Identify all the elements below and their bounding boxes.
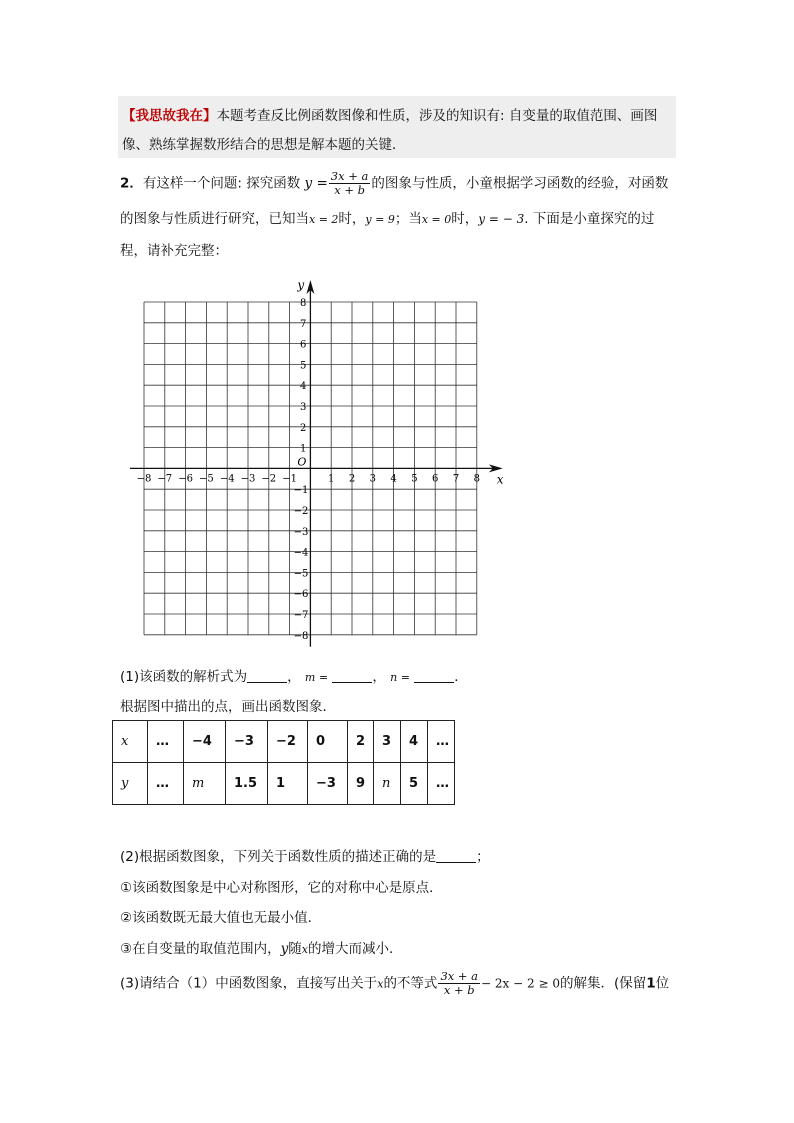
think-box-heading: 【我思故我在】 bbox=[122, 108, 217, 124]
table-cell: 5 bbox=[401, 763, 428, 805]
q2-option-2: ②该函数既无最大值也无最小值． bbox=[120, 910, 322, 926]
x-tick-label: 3 bbox=[369, 473, 376, 485]
y-tick-label: −7 bbox=[293, 610, 309, 621]
y-tick-label: 2 bbox=[300, 422, 307, 434]
q1-label: (1)该函数的解析式为 bbox=[120, 669, 248, 685]
y-tick-label: 7 bbox=[300, 318, 307, 330]
x-tick-label: −5 bbox=[199, 473, 214, 485]
q3-line bbox=[120, 970, 669, 997]
y-tick-label: 5 bbox=[300, 360, 307, 372]
q2-opt3-text: 随 bbox=[288, 941, 302, 957]
table-row-y bbox=[113, 763, 455, 805]
x-axis-label: x bbox=[496, 472, 504, 487]
condition-1-y: y = 9 bbox=[365, 213, 395, 226]
function-fraction bbox=[329, 170, 371, 197]
condition-2-y: y = − 3 bbox=[478, 212, 525, 226]
x-tick-label: 7 bbox=[452, 473, 460, 485]
condition-1-x: x = 2 bbox=[309, 213, 339, 226]
y-tick-label: 3 bbox=[300, 402, 307, 413]
origin-label: O bbox=[297, 455, 307, 469]
x-tick-label: −7 bbox=[157, 473, 173, 485]
y-tick-label: −1 bbox=[293, 485, 309, 497]
x-tick-label: 8 bbox=[473, 473, 480, 485]
q2-opt3-text: 的增大而减小． bbox=[307, 941, 403, 957]
table-cell: 2 bbox=[348, 721, 374, 763]
think-box-line-2: 像、熟练掌握数形结合的思想是解本题的关键． bbox=[122, 137, 406, 153]
problem-intro-b: 的图象与性质，小童根据学习函数的经验，对函数 bbox=[371, 175, 669, 192]
q2-line bbox=[120, 845, 490, 865]
q2-label: (2)根据函数图象，下列关于函数性质的描述正确的是 bbox=[120, 849, 437, 865]
q3-inequality: − 2x − 2 ≥ 0 bbox=[481, 976, 560, 991]
table-cell: 4 bbox=[401, 721, 428, 763]
think-box bbox=[118, 96, 676, 158]
coordinate-grid bbox=[120, 276, 510, 648]
x-tick-label: −8 bbox=[136, 473, 152, 485]
y-tick-label: 1 bbox=[300, 443, 307, 455]
y-tick-label: 4 bbox=[300, 381, 307, 393]
q3-text: (3)请结合（1）中函数图象，直接写出关于 bbox=[120, 975, 378, 992]
problem-text: 的图象与性质进行研究，已知当 bbox=[120, 211, 309, 227]
n-label: n = bbox=[390, 671, 410, 684]
x-tick-label: −6 bbox=[178, 473, 193, 485]
q1-end: ． bbox=[454, 669, 468, 685]
y-tick-label: −3 bbox=[293, 526, 309, 538]
problem-line-1 bbox=[120, 170, 668, 197]
m-label: m = bbox=[304, 671, 329, 684]
table-cell: 9 bbox=[348, 763, 374, 805]
q3-text: 的解集．(保留 bbox=[559, 975, 647, 992]
problem-text: . 下面是小童探究的过 bbox=[524, 211, 655, 227]
function-lhs: y = bbox=[304, 175, 328, 192]
problem-line-2 bbox=[120, 207, 654, 227]
q3-fraction-numerator: 3x + a bbox=[440, 969, 479, 983]
y-tick-label: −5 bbox=[293, 568, 309, 580]
think-box-line-1 bbox=[122, 104, 657, 124]
table-cell: y bbox=[113, 763, 148, 805]
x-tick-label: −4 bbox=[219, 473, 235, 485]
q3-fraction-denominator: x + b bbox=[443, 983, 475, 997]
x-tick-label: −2 bbox=[261, 473, 277, 485]
answer-blank-m[interactable] bbox=[332, 668, 372, 683]
y-tick-label: 6 bbox=[300, 339, 307, 351]
problem-line-3: 程，请补充完整： bbox=[120, 243, 228, 259]
q3-fraction bbox=[438, 970, 480, 997]
problem-text: 时， bbox=[338, 211, 366, 227]
problem-number: 2． bbox=[120, 175, 143, 192]
y-axis-label: y bbox=[297, 278, 305, 292]
x-tick-label: 2 bbox=[348, 473, 356, 485]
q1-sep: ， bbox=[287, 669, 301, 685]
q1-line bbox=[120, 665, 468, 685]
problem-intro-a: 有这样一个问题: 探究函数 bbox=[142, 175, 301, 192]
table-cell: −2 bbox=[268, 721, 308, 763]
table-cell: … bbox=[428, 763, 455, 805]
table-cell: −3 bbox=[226, 721, 268, 763]
x-tick-label: 1 bbox=[328, 473, 335, 485]
y-tick-label: −4 bbox=[293, 547, 309, 559]
q3-x: x bbox=[377, 977, 384, 991]
value-table bbox=[112, 720, 455, 805]
q1-sep: ， bbox=[372, 669, 386, 685]
x-tick-label: 6 bbox=[432, 473, 439, 485]
q2-opt3-text: ③在自变量的取值范围内， bbox=[120, 941, 281, 957]
q2-end: ； bbox=[476, 849, 490, 865]
table-cell: 1.5 bbox=[226, 763, 268, 805]
x-tick-label: 5 bbox=[411, 473, 418, 485]
q3-text: 的不等式 bbox=[383, 975, 438, 992]
table-cell: 0 bbox=[308, 721, 348, 763]
table-row-x bbox=[113, 721, 455, 763]
table-cell-n: n bbox=[374, 763, 401, 805]
think-box-text-1: 本题考查反比例函数图像和性质，涉及的知识有: 自变量的取值范围、画图 bbox=[216, 108, 658, 124]
x-tick-label: −3 bbox=[240, 473, 256, 485]
table-cell: x bbox=[113, 721, 148, 763]
q3-digits: 1 bbox=[646, 975, 656, 992]
q1-sub: 根据图中描出的点，画出函数图象． bbox=[120, 699, 336, 715]
table-cell: −4 bbox=[184, 721, 226, 763]
y-tick-label: −2 bbox=[293, 506, 309, 517]
table-cell: … bbox=[148, 721, 184, 763]
answer-blank-q2[interactable] bbox=[436, 848, 476, 863]
table-cell: … bbox=[148, 763, 184, 805]
y-tick-label: −8 bbox=[293, 630, 309, 642]
q3-text: 位 bbox=[655, 975, 670, 992]
answer-blank-n[interactable] bbox=[414, 668, 454, 683]
condition-2-x: x = 0 bbox=[421, 213, 452, 226]
problem-text: 时， bbox=[451, 211, 479, 227]
table-cell-m: m bbox=[184, 763, 226, 805]
q2-opt3-y: y bbox=[280, 941, 289, 957]
x-tick-label: 4 bbox=[390, 473, 397, 485]
q2-option-3 bbox=[120, 937, 402, 957]
q2-option-1: ①该函数图象是中心对称图形，它的对称中心是原点． bbox=[120, 880, 443, 896]
x-tick-label: −1 bbox=[282, 473, 297, 485]
fraction-numerator: 3x + a bbox=[330, 169, 369, 183]
table-cell: −3 bbox=[308, 763, 348, 805]
q2-opt3-x: x bbox=[301, 943, 308, 956]
tick-labels bbox=[137, 278, 504, 642]
answer-blank-expression[interactable] bbox=[247, 668, 287, 683]
table-cell: … bbox=[428, 721, 455, 763]
table-cell: 3 bbox=[374, 721, 401, 763]
table-cell: 1 bbox=[268, 763, 308, 805]
y-tick-label: −6 bbox=[293, 589, 309, 601]
problem-text: ；当 bbox=[394, 211, 422, 227]
fraction-denominator: x + b bbox=[334, 183, 365, 197]
y-tick-label: 8 bbox=[300, 298, 307, 309]
